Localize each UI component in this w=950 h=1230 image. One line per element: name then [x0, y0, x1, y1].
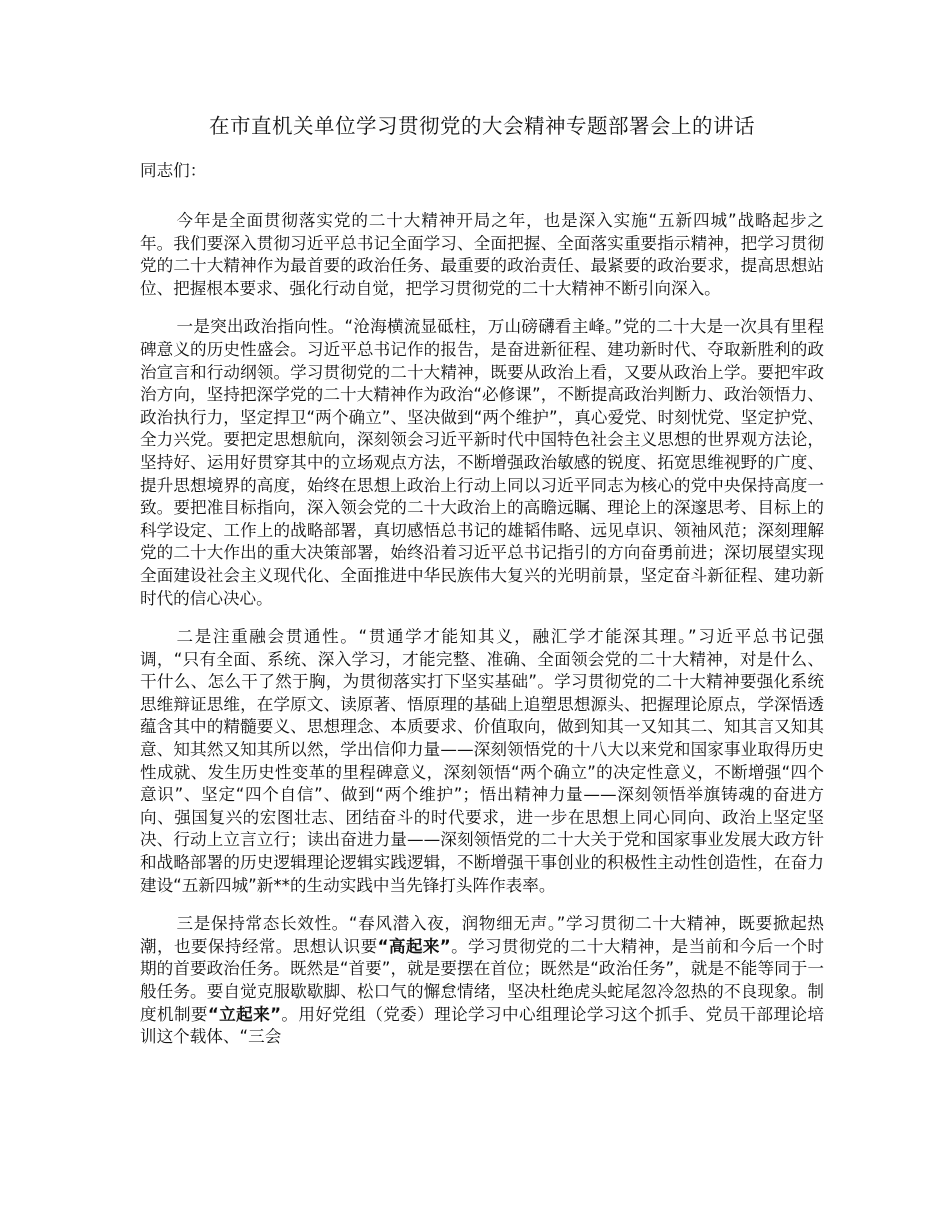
paragraph-political-direction: 一是突出政治指向性。“沧海横流显砥柱，万山磅礴看主峰。”党的二十大是一次具有里程碑意义的历史性盛会。习近平总书记作的报告，是奋进新征程、建功新时代、夺取新胜利的政治宣言和行动纲领。学习贯彻党的二十大精神，既要从政治上看，又要从政治上学。要把牢政治方向，坚持把深学党的二十大精神作为政治“必修课”，不断提高政治判断力、政治领悟力、政治执行力，坚定捍卫“两个确立”、坚决做到“两个维护”，真心爱党、时刻忧党、坚定护党、全力兴党。要把定思想航向，深刻领会习近平新时代中国特色社会主义思想的世界观方法论，坚持好、运用好贯穿其中的立场观点方法，不断增强政治敏感的锐度、拓宽思维视野的广度、提升思想境界的高度，始终在思想上政治上行动上同以习近平同志为核心的党中央保持高度一致。要把准目标指向，深入领会党的二十大政治上的高瞻远瞩、理论上的深邃思考、目标上的科学设定、工作上的战略部署，真切感悟总书记的雄韬伟略、远见卓识、领袖风范；深刻理解党的二十大作出的重大决策部署，始终沿着习近平总书记指引的方向奋勇前进；深切展望实现全面建设社会主义现代化、全面推进中华民族伟大复兴的光明前景，坚定奋斗新征程、建功新时代的信心决心。 — [140, 317, 824, 608]
paragraph-intro: 今年是全面贯彻落实党的二十大精神开局之年，也是深入实施“五新四城”战略起步之年。我们要深入贯彻习近平总书记全面学习、全面把握、全面落实重要指示精神，把学习贯彻党的二十大精神作为最首要的政治任务、最重要的政治责任、最紧要的政治要求，提高思想站位、把握根本要求、强化行动自觉，把学习贯彻党的二十大精神不断引向深入。 — [140, 211, 824, 298]
greeting: 同志们： — [140, 161, 207, 180]
paragraph-segment: 。学习贯彻党的二十大精神，是当前和今后一个时期的首要政治任务。既然是“首要”，就是要摆在首位；既然是“政治任务”，就是不能等同于一般任务。要自觉克服歇歇脚、松口气的懈怠情绪，坚决杜绝虎头蛇尾忽冷忽热的不良现象。制度机制要 — [140, 936, 825, 1024]
paragraph-integration: 二是注重融会贯通性。“贯通学才能知其义，融汇学才能深其理。”习近平总书记强调，“只有全面、系统、深入学习，才能完整、准确、全面领会党的二十大精神，对是什么、干什么、怎么干了然于胸，为贯彻落实打下坚实基础”。学习贯彻党的二十大精神要强化系统思维辩证思维，在学原文、读原著、悟原理的基础上追塑思想源头、把握理论原点，学深悟透蕴含其中的精髓要义、思想理念、本质要求、价值取向，做到知其一又知其二、知其言又知其意、知其然又知其所以然，学出信仰力量——深刻领悟党的十八大以来党和国家事业取得历史性成就、发生历史性变革的里程碑意义，深刻领悟“两个确立”的决定性意义，不断增强“四个意识”、坚定“四个自信”、做到“两个维护”；悟出精神力量——深刻领悟举旗铸魂的奋进方向、强国复兴的宏图壮志、团结奋斗的时代要求，进一步在思想上同心同向、政治上坚定坚决、行动上立言立行；读出奋进力量——深刻领悟党的二十大关于党和国家事业发展大政方针和战略部署的历史逻辑理论逻辑实践逻辑，不断增强干事创业的积极性主动性创造性，在奋力建设“五新四城”新**的生动实践中当先锋打头阵作表率。 — [140, 627, 824, 895]
document-page — [140, 112, 824, 1065]
document-title: 在市直机关单位学习贯彻党的大会精神专题部署会上的讲话 — [209, 114, 755, 138]
emphasis-text: “立起来” — [207, 1004, 281, 1024]
paragraph-segment: 。用好党组（党委）理论学习中心组理论学习这个抓手、党员干部理论培训这个载体、“三会 — [140, 1004, 825, 1047]
emphasis-text: “高起来” — [377, 936, 451, 956]
paragraph-segment: 三是保持常态长效性。“春风潜入夜，润物细无声。”学习贯彻二十大精神，既要掀起热潮，也要保持经常。思想认识要 — [140, 914, 824, 956]
paragraph-long-term — [140, 913, 824, 1049]
